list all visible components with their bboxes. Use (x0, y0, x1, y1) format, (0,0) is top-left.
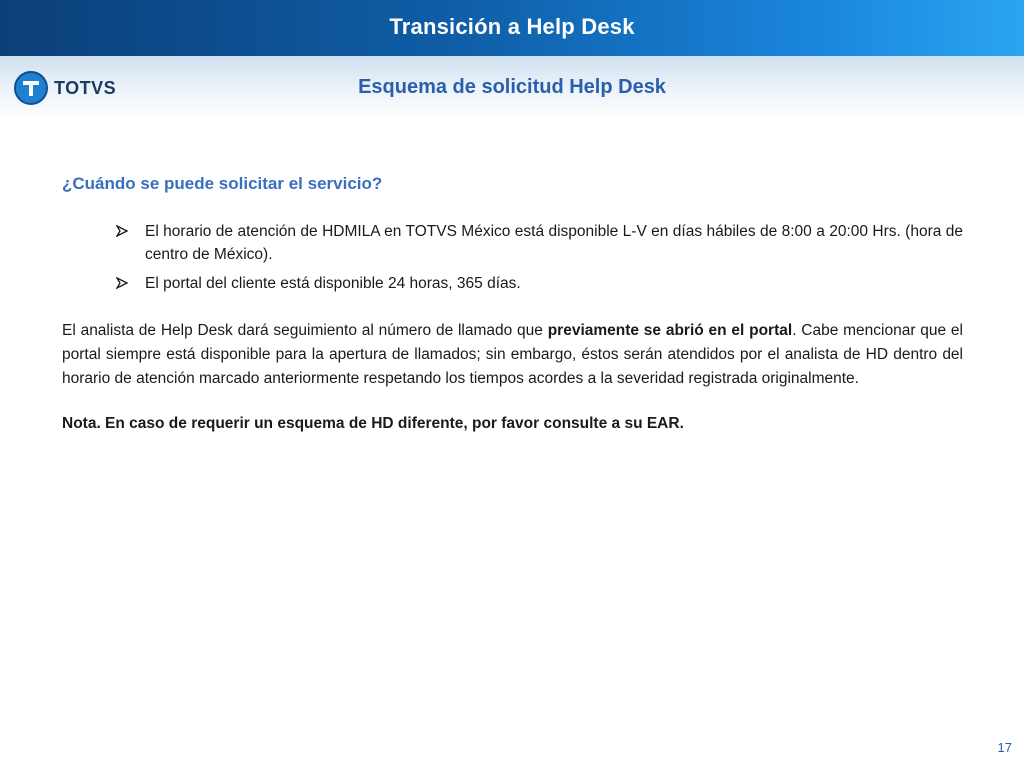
section-question: ¿Cuándo se puede solicitar el servicio? (62, 174, 383, 193)
list-item (116, 272, 963, 295)
slide-content (62, 174, 963, 433)
list-item-text: El horario de atención de HDMILA en TOTVS México está disponible L-V en días hábiles de 8:00 a 20:00 Hrs. (hora de centro de México). (145, 223, 963, 263)
slide-title: Transición a Help Desk (389, 14, 635, 39)
slide-subtitle: Esquema de solicitud Help Desk (358, 76, 666, 98)
logo-text: TOTVS (54, 77, 117, 98)
paragraph-text-start: El analista de Help Desk dará seguimiento al número de llamado que (62, 322, 548, 339)
body-paragraph (62, 319, 963, 391)
list-item-text: El portal del cliente está disponible 24 horas, 365 días. (145, 275, 521, 292)
paragraph-text-end: . Cabe mencionar que el portal siempre está disponible para la apertura de llamados; sin embargo, éstos serán atendidos por el analista de HD dentro del horario de atención marcado anteriormente respetando los tiempos acordes a la severidad registrada originalmente. (62, 322, 963, 387)
arrow-bullet-icon (116, 277, 128, 289)
page-number: 17 (997, 740, 1012, 755)
list-item (116, 220, 963, 266)
bullet-list (62, 220, 963, 295)
paragraph-emphasis: previamente se abrió en el portal (547, 322, 793, 339)
note-text: Nota. En caso de requerir un esquema de HD diferente, por favor consulte a su EAR. (62, 415, 684, 432)
arrow-bullet-icon (116, 225, 128, 237)
